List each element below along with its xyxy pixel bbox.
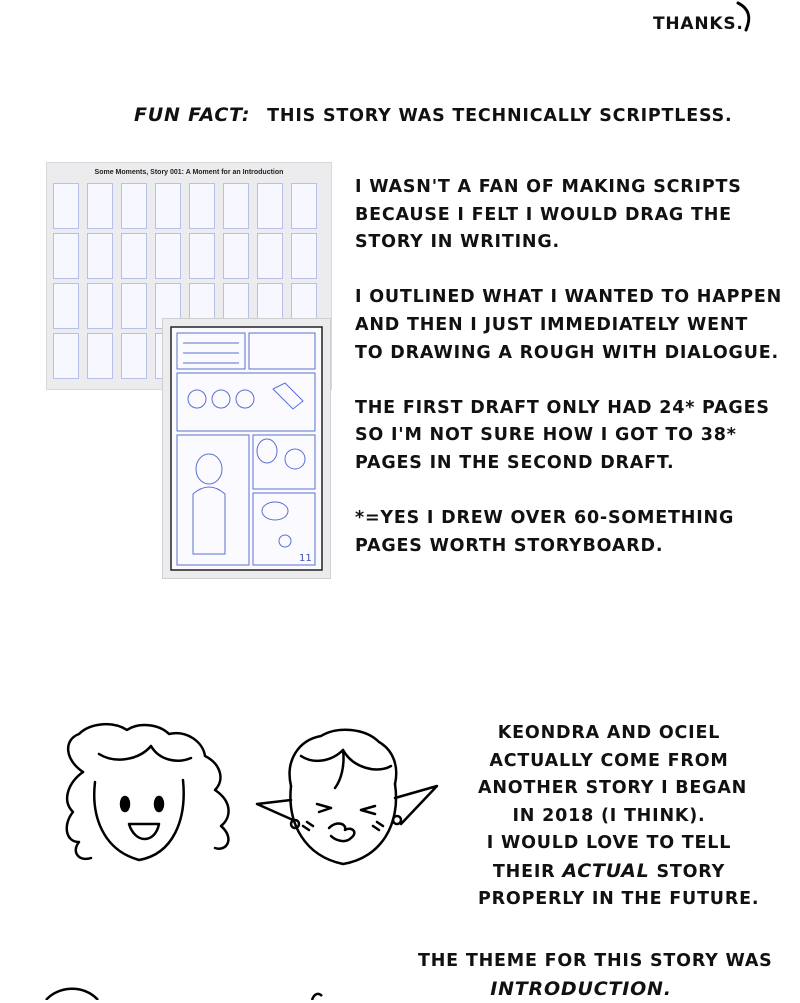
about-line: I WOULD LOVE TO TELL bbox=[478, 830, 740, 858]
storyboard-page-image bbox=[162, 318, 331, 579]
theme-line: THE THEME FOR THIS STORY WAS bbox=[418, 948, 744, 976]
note-line: THE FIRST DRAFT ONLY HAD 24* PAGES bbox=[355, 395, 782, 423]
about-line: KEONDRA AND OCIEL bbox=[478, 720, 740, 748]
note-line: I OUTLINED WHAT I WANTED TO HAPPEN bbox=[355, 284, 782, 312]
note-line: STORY IN WRITING. bbox=[355, 229, 782, 257]
fun-fact-label: FUN FACT: bbox=[134, 104, 250, 126]
note-line: SO I'M NOT SURE HOW I GOT TO 38* bbox=[355, 422, 782, 450]
storyboard-sheet-title: Some Moments, Story 001: A Moment for an Introduction bbox=[47, 169, 331, 176]
note-line: TO DRAWING A ROUGH WITH DIALOGUE. bbox=[355, 340, 782, 368]
note-line: PAGES WORTH STORYBOARD. bbox=[355, 533, 782, 561]
about-characters-block bbox=[478, 720, 740, 914]
thanks-text: THANKS. bbox=[653, 14, 744, 34]
bottom-scribbles bbox=[0, 980, 800, 1000]
fun-fact-heading bbox=[134, 104, 732, 126]
about-line: ANOTHER STORY I BEGAN bbox=[478, 775, 740, 803]
note-line: I WASN'T A FAN OF MAKING SCRIPTS bbox=[355, 174, 782, 202]
page-number: 11 bbox=[299, 553, 312, 564]
actual-emphasis: ACTUAL bbox=[562, 860, 649, 882]
theme-word: INTRODUCTION. bbox=[418, 976, 744, 1003]
note-line: *=YES I DREW OVER 60-SOMETHING bbox=[355, 505, 782, 533]
note-line: PAGES IN THE SECOND DRAFT. bbox=[355, 450, 782, 478]
about-line: IN 2018 (I THINK). bbox=[478, 803, 740, 831]
note-line: AND THEN I JUST IMMEDIATELY WENT bbox=[355, 312, 782, 340]
notes-block bbox=[355, 174, 782, 560]
about-line: ACTUALLY COME FROM bbox=[478, 748, 740, 776]
note-line: BECAUSE I FELT I WOULD DRAG THE bbox=[355, 202, 782, 230]
character-faces-illustration bbox=[55, 720, 445, 890]
about-line: PROPERLY IN THE FUTURE. bbox=[478, 886, 740, 914]
about-line-emphasis: THEIR ACTUAL STORY bbox=[478, 858, 740, 887]
fun-fact-text: THIS STORY WAS TECHNICALLY SCRIPTLESS. bbox=[267, 106, 732, 126]
